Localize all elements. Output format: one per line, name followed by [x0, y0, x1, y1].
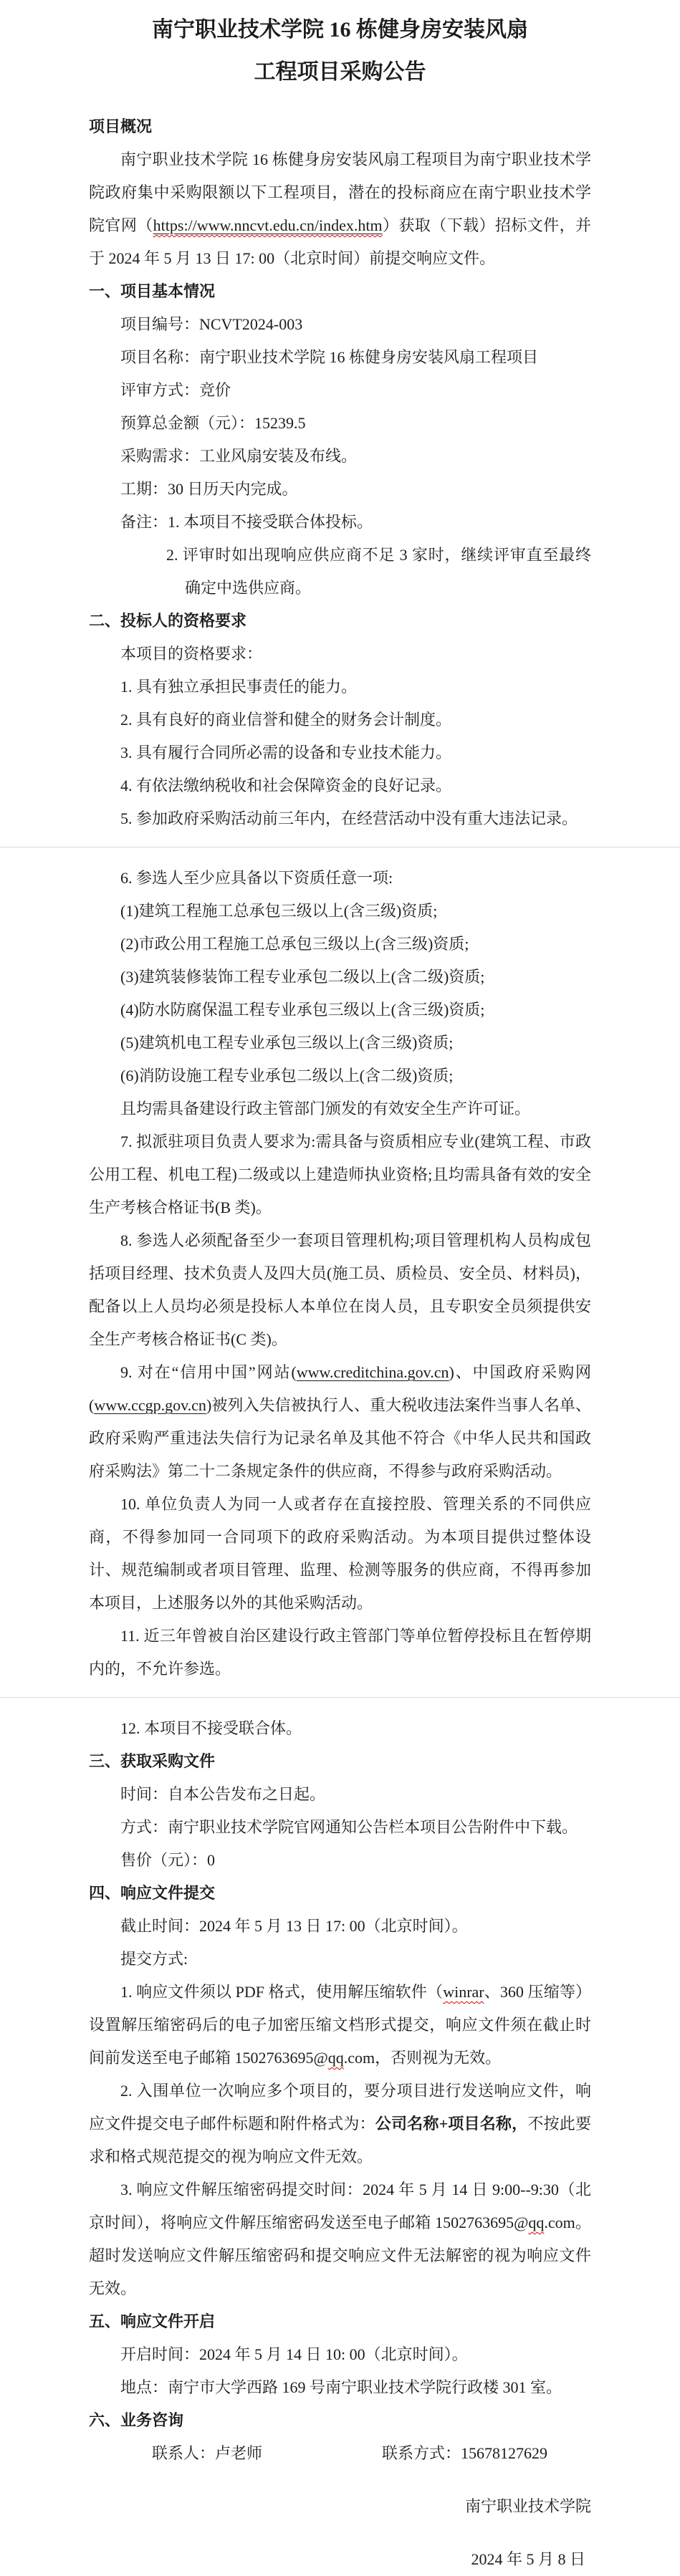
para-cert-option-6: (6)消防设施工程专业承包二级以上(含二级)资质; [120, 1067, 454, 1085]
para-open-time: 开启时间：2024 年 5 月 14 日 10: 00（北京时间）。 [120, 2345, 468, 2363]
para-qualification-intro: 本项目的资格要求： [120, 645, 263, 663]
para-submit-rule-2 [89, 2075, 591, 2173]
credit-text-pre: 9. 对在“信用中国”网站( [120, 1363, 297, 1381]
para-cert-option-4: (4)防水防腐保温工程专业承包三级以上(含三级)资质; [120, 1001, 485, 1019]
heading-section-4: 四、响应文件提交 [89, 1884, 216, 1902]
para-project-overview [89, 143, 591, 275]
para-cert-option-5: (5)建筑机电工程专业承包三级以上(含三级)资质; [120, 1034, 454, 1052]
contact-person: 联系人：卢老师 [152, 2444, 263, 2462]
submit2-text-post: 不按此要求和格式规范提交的视为响应文件无效。 [89, 2115, 591, 2166]
para-budget-total: 预算总金额（元）：15239.5 [120, 414, 306, 432]
nncvt-website-link-text: https://www.nncvt.edu.cn/index.htm [153, 216, 383, 234]
para-submit-rule-1 [89, 1976, 591, 2075]
submit3-text-pre: 3. 响应文件解压缩密码提交时间：2024 年 5 月 14 日 9:00--9:30（北京时间），将响应文件解压缩密码发送至电子邮箱 1502763695@ [89, 2181, 591, 2231]
para-note-1: 备注：1. 本项目不接受联合体投标。 [120, 513, 373, 531]
para-obtain-method: 方式：南宁职业技术学院官网通知公告栏本项目公告附件中下载。 [120, 1818, 578, 1836]
para-submit-deadline: 截止时间：2024 年 5 月 13 日 17: 00（北京时间）。 [120, 1917, 468, 1935]
heading-project-overview: 项目概况 [89, 117, 153, 135]
para-qualification-7: 7. 拟派驻项目负责人要求为:需具备与资质相应专业(建筑工程、市政公用工程、机电工程)二级或以上建造师执业资格;且均需具备有效的安全生产考核合格证书(B 类)。 [89, 1133, 591, 1216]
signature-organization: 南宁职业技术学院 [464, 2497, 591, 2515]
para-contact-row [89, 2437, 591, 2470]
para-qualification-11: 11. 近三年曾被自治区建设行政主管部门等单位暂停投标且在暂停期内的，不允许参选。 [89, 1627, 591, 1678]
para-qualification-4: 4. 有依法缴纳税收和社会保障资金的良好记录。 [120, 777, 452, 794]
credit-text-post: )被列入失信被执行人、重大税收违法案件当事人名单、政府采购严重违法失信行为记录名单及其他不符合《中华人民共和国政府采购法》第二十二条规定条件的供应商，不得参与政府采购活动。 [89, 1396, 591, 1480]
nncvt-website-link[interactable] [153, 216, 383, 234]
para-note-2: 2. 评审时如出现响应供应商不足 3 家时，继续评审直至最终确定中选供应商。 [166, 546, 591, 597]
para-qualification-2: 2. 具有良好的商业信誉和健全的财务会计制度。 [120, 711, 452, 729]
credit-text-mid: )、中国政府采购网( [89, 1363, 592, 1414]
para-cert-option-1: (1)建筑工程施工总承包三级以上(含三级)资质; [120, 902, 438, 920]
para-qualification-9 [89, 1356, 591, 1488]
para-project-number: 项目编号：NCVT2024-003 [120, 315, 303, 333]
para-qualification-12: 12. 本项目不接受联合体。 [120, 1719, 302, 1737]
para-qualification-3: 3. 具有履行合同所必需的设备和专业技术能力。 [120, 744, 452, 761]
heading-section-2: 二、投标人的资格要求 [89, 612, 247, 630]
heading-section-6: 六、业务咨询 [89, 2411, 184, 2429]
para-qualification-8: 8. 参选人必须配备至少一套项目管理机构;项目管理机构人员构成包括项目经理、技术负责人及四大员(施工员、质检员、安全员、材料员)，配备以上人员均必须是投标人本单位在岗人员，且专职安全员须提供安全生产考核合格证书(C 类)。 [89, 1231, 591, 1348]
para-submit-rule-3 [89, 2173, 591, 2305]
submit2-text-pre: 2. 入围单位一次响应多个项目的，要分项目进行发送响应文件，响应文件提交电子邮件标题和附件格式为： [89, 2082, 591, 2133]
para-review-method: 评审方式：竞价 [120, 381, 231, 399]
creditchina-link[interactable]: www.creditchina.gov.cn [296, 1363, 449, 1381]
para-procurement-requirement: 采购需求：工业风扇安装及布线。 [120, 447, 358, 465]
document-title-line2: 工程项目采购公告 [254, 60, 426, 84]
email-title-format-bold: 公司名称+项目名称， [375, 2115, 528, 2133]
para-submit-method-label: 提交方式: [120, 1950, 188, 1968]
overview-text-pre: 南宁职业技术学院 16 栋健身房安装风扇工程项目为南宁职业技术学院政府集中采购限额以下工程项目，潜在的投标商应在南宁职业技术学院官网（ [89, 150, 591, 234]
winrar-text: winrar [443, 1983, 484, 2001]
para-obtain-time: 时间：自本公告发布之日起。 [120, 1785, 326, 1803]
heading-section-3: 三、获取采购文件 [89, 1752, 216, 1770]
para-qualification-10: 10. 单位负责人为同一人或者存在直接控股、管理关系的不同供应商，不得参加同一合同项下的政府采购活动。为本项目提供过整体设计、规范编制或者项目管理、监理、检测等服务的供应商，不得再参加本项目，上述服务以外的其他采购活动。 [89, 1495, 591, 1612]
heading-section-1: 一、项目基本情况 [89, 282, 216, 300]
submit1-text-pre: 1. 响应文件须以 PDF 格式，使用解压缩软件（ [120, 1983, 444, 2001]
overview-text-post: ）获取（下载）招标文件，并于 2024 年 5 月 13 日 17: 00（北京时间）前提交响应文件。 [89, 216, 591, 267]
para-project-name: 项目名称：南宁职业技术学院 16 栋健身房安装风扇工程项目 [120, 348, 539, 366]
para-qualification-5: 5. 参加政府采购活动前三年内，在经营活动中没有重大违法记录。 [120, 809, 578, 827]
contact-phone: 联系方式：15678127629 [382, 2444, 548, 2462]
para-open-location: 地点：南宁市大学西路 169 号南宁职业技术学院行政楼 301 室。 [120, 2378, 562, 2396]
submit1-text-mid: 、360 压缩等）设置解压缩密码后的电子加密压缩文档形式提交，响应文件须在截止时间前发送至电子邮箱 1502763695@ [89, 1983, 591, 2067]
para-cert-option-2: (2)市政公用工程施工总承包三级以上(含三级)资质; [120, 935, 469, 953]
email-qq-text: qq [327, 2049, 344, 2067]
para-qualification-6: 6. 参选人至少应具备以下资质任意一项: [120, 869, 393, 887]
document-title [89, 9, 591, 93]
document-title-line1: 南宁职业技术学院 16 栋健身房安装风扇 [152, 18, 528, 42]
email-qq-text-2: qq [528, 2214, 545, 2231]
para-duration: 工期：30 日历天内完成。 [120, 480, 298, 498]
para-qualification-1: 1. 具有独立承担民事责任的能力。 [120, 678, 358, 696]
submit3-text-post: .com。超时发送响应文件解压缩密码和提交响应文件无法解密的视为响应文件无效。 [89, 2214, 591, 2297]
signature-date: 2024 年 5 月 8 日 [471, 2550, 585, 2568]
ccgp-link[interactable]: www.ccgp.gov.cn [94, 1396, 206, 1414]
heading-section-5: 五、响应文件开启 [89, 2312, 216, 2330]
para-cert-option-3: (3)建筑装修装饰工程专业承包二级以上(含二级)资质; [120, 968, 485, 986]
submit1-text-post: .com，否则视为无效。 [343, 2049, 502, 2067]
para-cert-note: 且均需具备建设行政主管部门颁发的有效安全生产许可证。 [120, 1100, 531, 1118]
page-break-line-2 [0, 1697, 680, 1698]
para-obtain-price: 售价（元）：0 [120, 1851, 216, 1869]
